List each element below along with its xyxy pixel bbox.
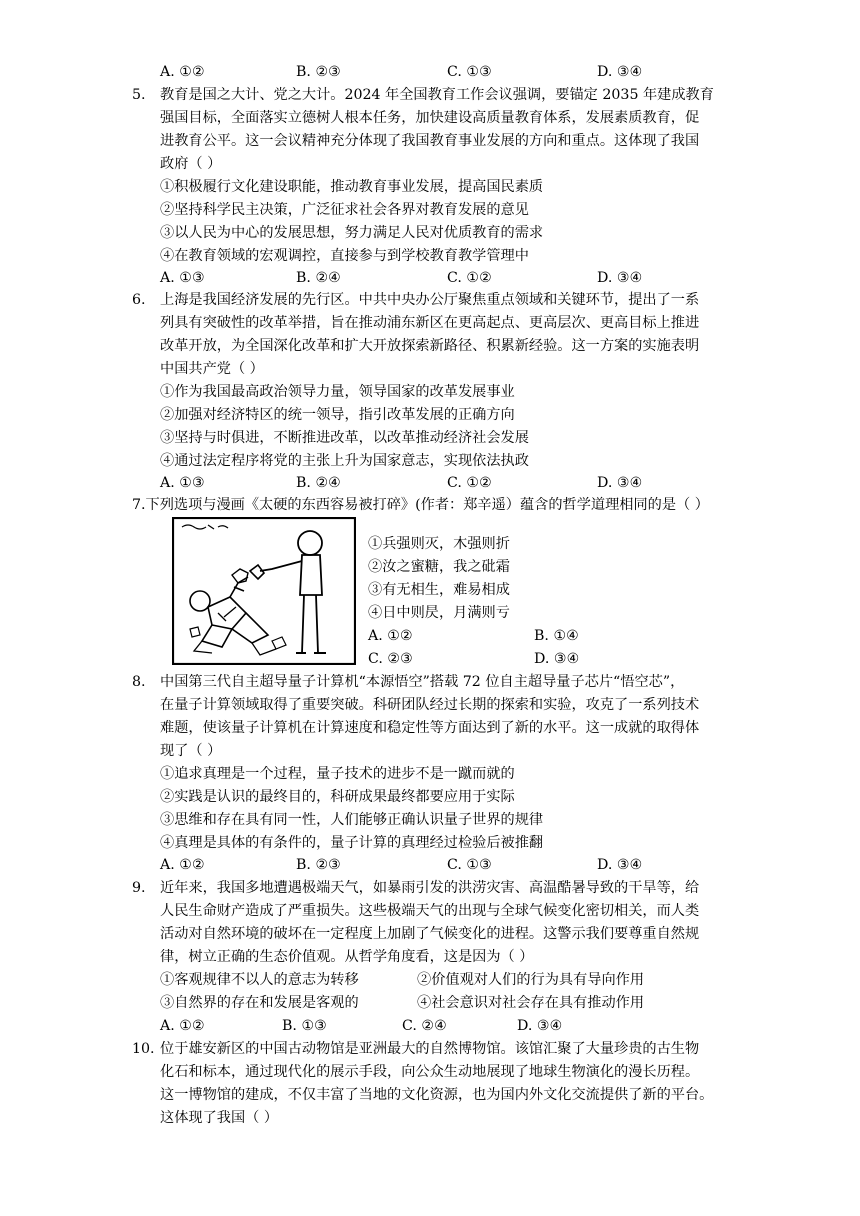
q6-stem-line: 列具有突破性的改革举措，旨在推动浦东新区在更高起点、更高层次、更高目标上推进 — [160, 315, 700, 331]
q5-stem-line: 政府（ ） — [160, 156, 222, 172]
q8-statement: ②实践是认识的最终目的，科研成果最终都要应用于实际 — [160, 789, 515, 805]
q10-stem-line: 位于雄安新区的中国古动物馆是亚洲最大的自然博物馆。该馆汇聚了大量珍贵的古生物 — [160, 1041, 700, 1057]
q7-option-d: D. ③④ — [534, 651, 580, 667]
q8-option-d: D. ③④ — [597, 857, 643, 873]
q7-statement: ②汝之蜜糖，我之砒霜 — [368, 559, 510, 575]
q5-stem-line: 进教育公平。这一会议精神充分体现了我国教育事业发展的方向和重点。这体现了我国 — [160, 133, 700, 149]
q9-stem-line: 近年来，我国多地遭遇极端天气，如暴雨引发的洪涝灾害、高温酷暑导致的干旱等，给 — [160, 880, 700, 896]
q8-option-c: C. ①③ — [447, 857, 492, 873]
q8-stem-line: 现了（ ） — [160, 743, 222, 759]
cartoon-illustration — [172, 517, 356, 665]
q8-stem-line: 中国第三代自主超导量子计算机“本源悟空”搭载 72 位自主超导量子芯片“悟空芯”， — [160, 674, 685, 690]
q8-number: 8. — [132, 674, 146, 690]
q10-stem-line: 这体现了我国（ ） — [160, 1110, 279, 1126]
q10-stem-line: 化石和标本，通过现代化的展示手段，向公众生动地展现了地球生物演化的漫长历程。 — [160, 1064, 700, 1080]
q9-stem-line: 律，树立正确的生态价值观。从哲学角度看，这是因为（ ） — [160, 949, 534, 965]
q8-stem-line: 难题，使该量子计算机在计算速度和稳定性等方面达到了新的水平。这一成就的取得体 — [160, 720, 700, 736]
q5-statement: ④在教育领域的宏观调控，直接参与到学校教育教学管理中 — [160, 248, 529, 264]
q9-option-d: D. ③④ — [517, 1018, 563, 1034]
q8-option-b: B. ②③ — [296, 857, 341, 873]
q6-option-d: D. ③④ — [597, 475, 643, 491]
q9-option-c: C. ②④ — [402, 1018, 447, 1034]
q4-option-d: D. ③④ — [597, 64, 643, 80]
q7-statement: ④日中则昃，月满则亏 — [368, 605, 510, 621]
q4-option-a: A. ①② — [160, 64, 205, 80]
q5-stem-line: 教育是国之大计、党之大计。2024 年全国教育工作会议强调，要锚定 2035 年建成教育 — [160, 87, 714, 103]
q9-stem-line: 人民生命财产造成了严重损失。这些极端天气的出现与全球气候变化密切相关，而人类 — [160, 903, 700, 919]
q6-option-a: A. ①③ — [160, 475, 205, 491]
q5-option-a: A. ①③ — [160, 270, 205, 286]
q8-stem-line: 在量子计算领域取得了重要突破。科研团队经过长期的探索和实验，攻克了一系列技术 — [160, 697, 700, 713]
q9-stem-line: 活动对自然环境的破坏在一定程度上加剧了气候变化的进程。这警示我们要尊重自然规 — [160, 926, 700, 942]
q6-statement: ④通过法定程序将党的主张上升为国家意志，实现依法执政 — [160, 453, 529, 469]
q5-number: 5. — [132, 87, 146, 103]
q9-statement: ②价值观对人们的行为具有导向作用 — [417, 972, 645, 988]
q5-option-c: C. ①② — [447, 270, 492, 286]
q6-stem-line: 上海是我国经济发展的先行区。中共中央办公厅聚焦重点领域和关键环节，提出了一系 — [160, 292, 700, 308]
q5-option-b: B. ②④ — [296, 270, 341, 286]
q8-statement: ①追求真理是一个过程，量子技术的进步不是一蹴而就的 — [160, 766, 515, 782]
q10-number: 10. — [132, 1041, 155, 1057]
q6-stem-line: 中国共产党（ ） — [160, 361, 264, 377]
q7-option-a: A. ①② — [368, 628, 413, 644]
q7-option-b: B. ①④ — [534, 628, 579, 644]
q5-statement: ②坚持科学民主决策，广泛征求社会各界对教育发展的意见 — [160, 202, 529, 218]
q8-option-a: A. ①② — [160, 857, 205, 873]
q9-statement: ④社会意识对社会存在具有推动作用 — [417, 995, 645, 1011]
q8-statement: ③思维和存在具有同一性，人们能够正确认识量子世界的规律 — [160, 812, 544, 828]
q4-option-b: B. ②③ — [296, 64, 341, 80]
q4-option-c: C. ①③ — [447, 64, 492, 80]
q7-statement: ③有无相生，难易相成 — [368, 582, 510, 598]
q6-statement: ①作为我国最高政治领导力量，领导国家的改革发展事业 — [160, 384, 515, 400]
q7-stem: 7.下列选项与漫画《太硬的东西容易被打碎》(作者：郑辛遥）蕴含的哲学道理相同的是（ ） — [132, 497, 709, 513]
q9-statement: ③自然界的存在和发展是客观的 — [160, 995, 359, 1011]
q6-number: 6. — [132, 292, 146, 308]
q9-number: 9. — [132, 880, 146, 896]
q8-statement: ④真理是具体的有条件的，量子计算的真理经过检验后被推翻 — [160, 835, 544, 851]
q5-statement: ①积极履行文化建设职能，推动教育事业发展，提高国民素质 — [160, 179, 544, 195]
q6-option-c: C. ①② — [447, 475, 492, 491]
q9-option-a: A. ①② — [160, 1018, 205, 1034]
q7-option-c: C. ②③ — [368, 651, 413, 667]
q6-option-b: B. ②④ — [296, 475, 341, 491]
q9-option-b: B. ①③ — [282, 1018, 327, 1034]
q6-statement: ③坚持与时俱进，不断推进改革，以改革推动经济社会发展 — [160, 430, 529, 446]
q9-statement: ①客观规律不以人的意志为转移 — [160, 972, 359, 988]
q6-statement: ②加强对经济特区的统一领导，指引改革发展的正确方向 — [160, 407, 515, 423]
q6-stem-line: 改革开放，为全国深化改革和扩大开放探索新路径、积累新经验。这一方案的实施表明 — [160, 338, 700, 354]
q5-option-d: D. ③④ — [597, 270, 643, 286]
q10-stem-line: 这一博物馆的建成，不仅丰富了当地的文化资源，也为国内外文化交流提供了新的平台。 — [160, 1087, 714, 1103]
q7-statement: ①兵强则灭，木强则折 — [368, 536, 510, 552]
q5-stem-line: 强国目标，全面落实立德树人根本任务，加快建设高质量教育体系，发展素质教育，促 — [160, 110, 700, 126]
q5-statement: ③以人民为中心的发展思想，努力满足人民对优质教育的需求 — [160, 225, 544, 241]
